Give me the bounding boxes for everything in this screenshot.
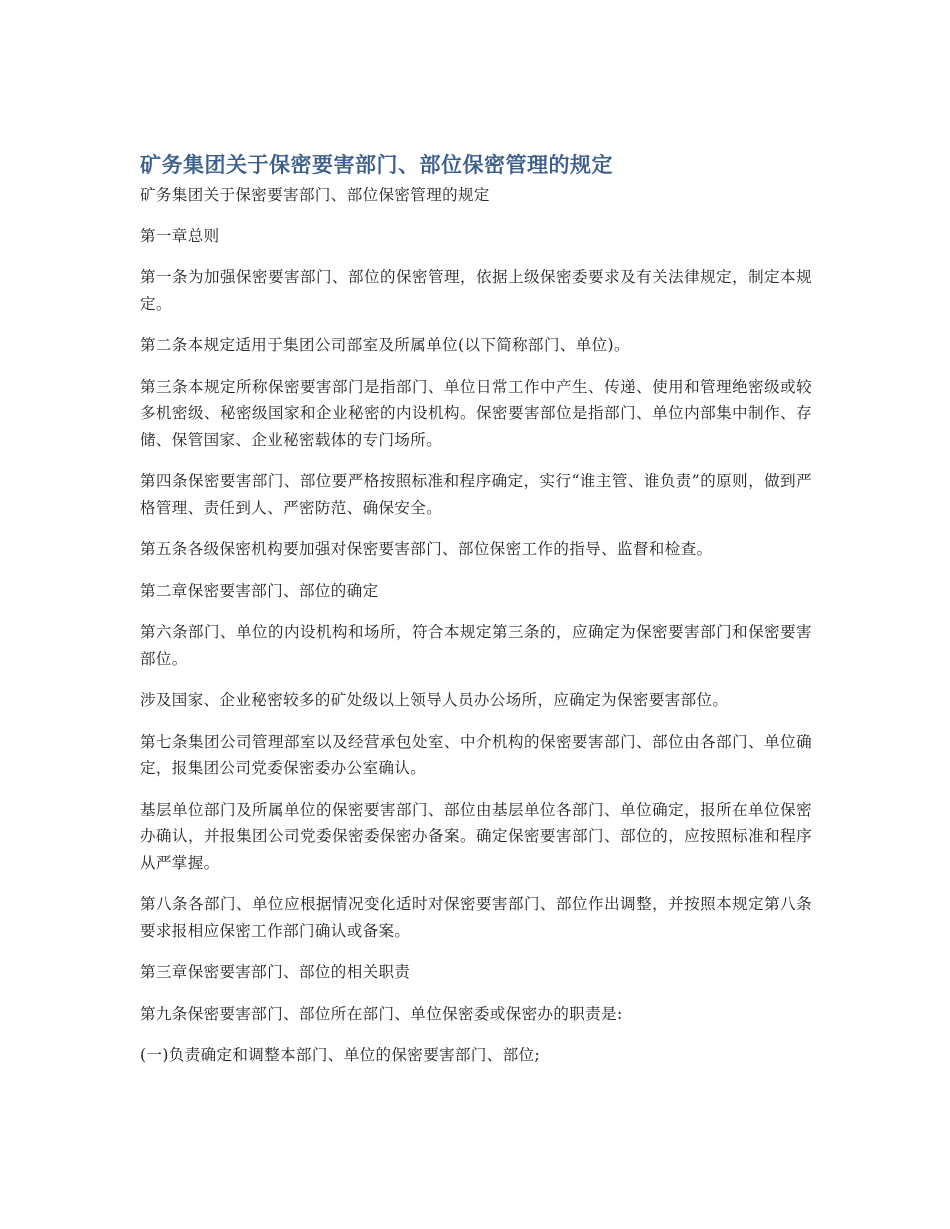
article-paragraph: 第六条部门、单位的内设机构和场所，符合本规定第三条的，应确定为保密要害部门和保密要害部位。 [140,623,812,668]
document-page [140,150,812,1084]
article-paragraph: 第五条各级保密机构要加强对保密要害部门、部位保密工作的指导、监督和检查。 [140,540,713,558]
document-title: 矿务集团关于保密要害部门、部位保密管理的规定 [140,153,613,177]
article-paragraph: 涉及国家、企业秘密较多的矿处级以上领导人员办公场所，应确定为保密要害部位。 [140,691,729,709]
article-paragraph: 第四条保密要害部门、部位要严格按照标准和程序确定，实行“谁主管、谁负责”的原则，做到严格管理、责任到人、严密防范、确保安全。 [140,472,812,517]
article-paragraph: 第八条各部门、单位应根据情况变化适时对保密要害部门、部位作出调整，并按照本规定第八条要求报相应保密工作部门确认或备案。 [140,895,812,940]
document-subtitle: 矿务集团关于保密要害部门、部位保密管理的规定 [140,186,490,204]
list-item: (一)负责确定和调整本部门、单位的保密要害部门、部位; [140,1046,541,1064]
article-paragraph: 第七条集团公司管理部室以及经营承包处室、中介机构的保密要害部门、部位由各部门、单位确定，报集团公司党委保密委办公室确认。 [140,732,812,777]
chapter-heading: 第一章总则 [140,226,220,245]
article-paragraph: 第一条为加强保密要害部门、部位的保密管理，依据上级保密委要求及有关法律规定，制定本规定。 [140,268,812,313]
article-paragraph: 第九条保密要害部门、部位所在部门、单位保密委或保密办的职责是: [140,1004,623,1023]
chapter-heading: 第三章保密要害部门、部位的相关职责 [140,963,411,981]
article-paragraph: 第二条本规定适用于集团公司部室及所属单位(以下简称部门、单位)。 [140,336,630,354]
article-paragraph: 基层单位部门及所属单位的保密要害部门、部位由基层单位各部门、单位确定，报所在单位保密办确认，并报集团公司党委保密委保密办备案。确定保密要害部门、部位的，应按照标准和程序从严掌握。 [140,800,812,872]
chapter-heading: 第二章保密要害部门、部位的确定 [140,581,379,600]
article-paragraph: 第三条本规定所称保密要害部门是指部门、单位日常工作中产生、传递、使用和管理绝密级或较多机密级、秘密级国家和企业秘密的内设机构。保密要害部位是指部门、单位内部集中制作、存储、保管国家、企业秘密载体的专门场所。 [140,377,812,449]
